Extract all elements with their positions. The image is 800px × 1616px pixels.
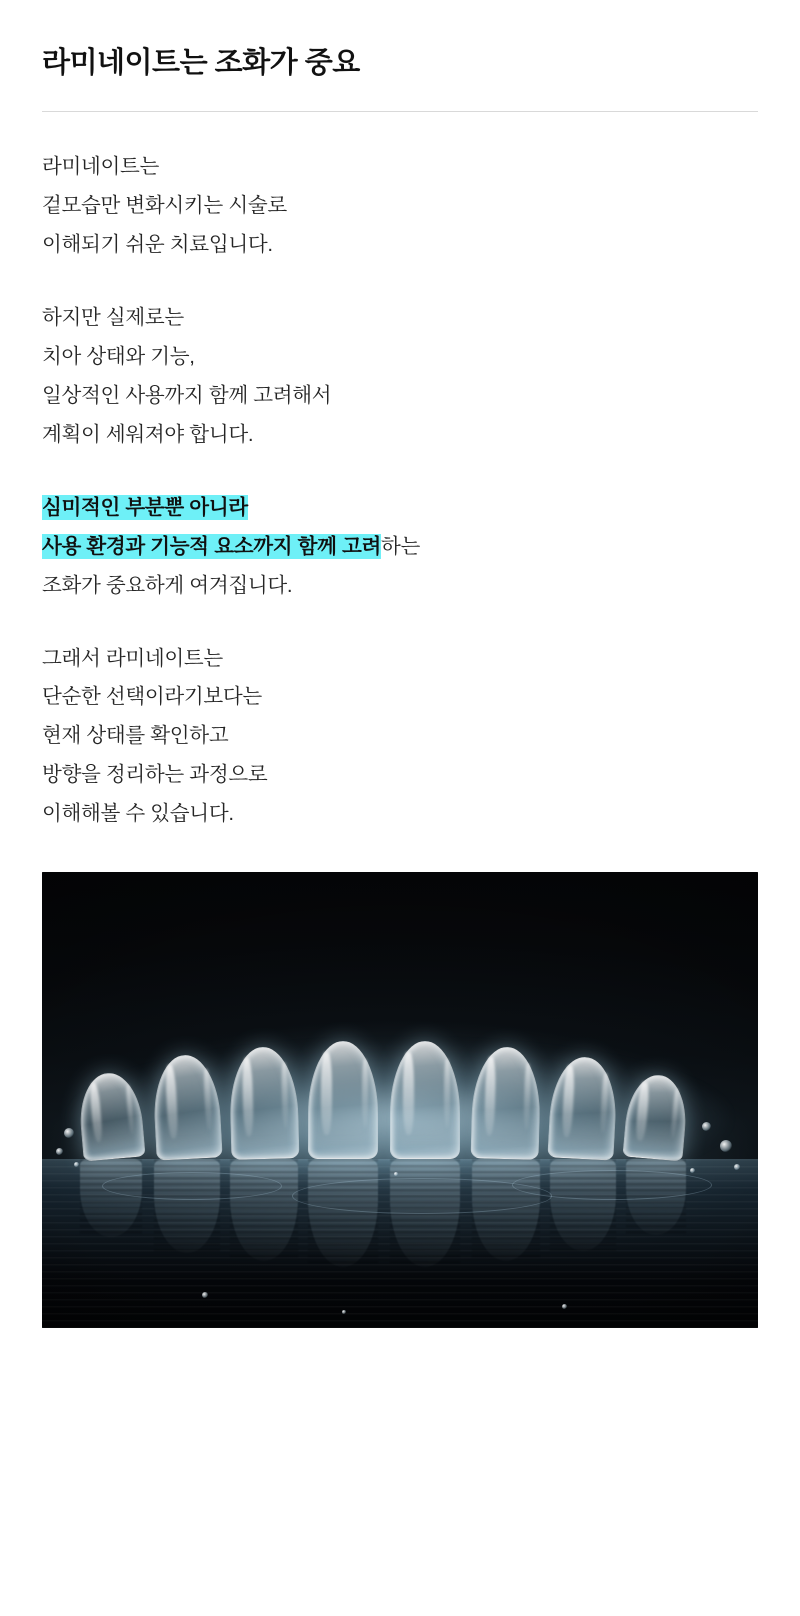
paragraph-4-line-2: 단순한 선택이라기보다는: [42, 685, 262, 709]
page-title: 라미네이트는 조화가 중요: [42, 47, 360, 79]
water-droplet: [702, 1122, 711, 1131]
water-droplet: [562, 1304, 567, 1309]
paragraph-2: [42, 299, 758, 455]
highlighted-line-2: [42, 528, 758, 567]
highlighted-line-1: [42, 489, 758, 528]
paragraph-2-line-1: 하지만 실제로는: [42, 305, 184, 329]
paragraph-4-line-3: 현재 상태를 확인하고: [42, 724, 229, 748]
paragraph-2-line-4: 계획이 세워져야 합니다.: [42, 422, 254, 446]
water-droplet: [64, 1128, 74, 1138]
paragraph-2-line-2: 치아 상태와 기능,: [42, 344, 195, 368]
paragraph-3: [42, 489, 758, 606]
paragraph-4-line-1: 그래서 라미네이트는: [42, 646, 223, 670]
paragraph-1-line-3: 이해되기 쉬운 치료입니다.: [42, 233, 273, 257]
water-droplet: [734, 1164, 740, 1170]
highlight-mark-2: 사용 환경과 기능적 요소까지 함께 고려: [42, 534, 382, 558]
paragraph-1-line-1: 라미네이트는: [42, 155, 160, 179]
paragraph-1: [42, 148, 758, 265]
veneer-shell: [229, 1047, 300, 1161]
veneer-shell: [308, 1041, 378, 1159]
water-ripple: [512, 1170, 712, 1200]
paragraph-4-line-5: 이해해볼 수 있습니다.: [42, 802, 234, 826]
veneer-reflection: [80, 1159, 142, 1237]
paragraph-2-line-3: 일상적인 사용까지 함께 고려해서: [42, 383, 332, 407]
paragraph-4: [42, 640, 758, 835]
veneer-shell: [151, 1054, 222, 1161]
veneer-shell: [76, 1071, 145, 1162]
paragraph-3-line-3: 조화가 중요하게 여겨집니다.: [42, 573, 293, 597]
figure-container: [0, 872, 800, 1370]
water-droplet: [720, 1140, 732, 1152]
veneer-shell: [471, 1047, 542, 1161]
paragraph-4-line-4: 방향을 정리하는 과정으로: [42, 763, 268, 787]
water-droplet: [74, 1162, 79, 1167]
article-body: [42, 148, 758, 834]
highlight-tail-text: 하는: [381, 534, 421, 558]
title-divider: [42, 111, 758, 112]
water-droplet: [56, 1148, 63, 1155]
water-droplet: [342, 1310, 346, 1314]
water-droplet: [202, 1292, 208, 1298]
highlight-mark-1: 심미적인 부분뿐 아니라: [42, 495, 248, 519]
veneer-row: [42, 872, 758, 1328]
veneer-shell: [390, 1041, 460, 1159]
veneer-shell: [547, 1056, 618, 1161]
water-droplet: [690, 1168, 695, 1173]
paragraph-1-line-2: 겉모습만 변화시키는 시술로: [42, 194, 287, 218]
dental-veneers-on-water-photo: [42, 872, 758, 1328]
veneer-reflection: [308, 1159, 378, 1267]
veneer-shell: [622, 1073, 689, 1162]
